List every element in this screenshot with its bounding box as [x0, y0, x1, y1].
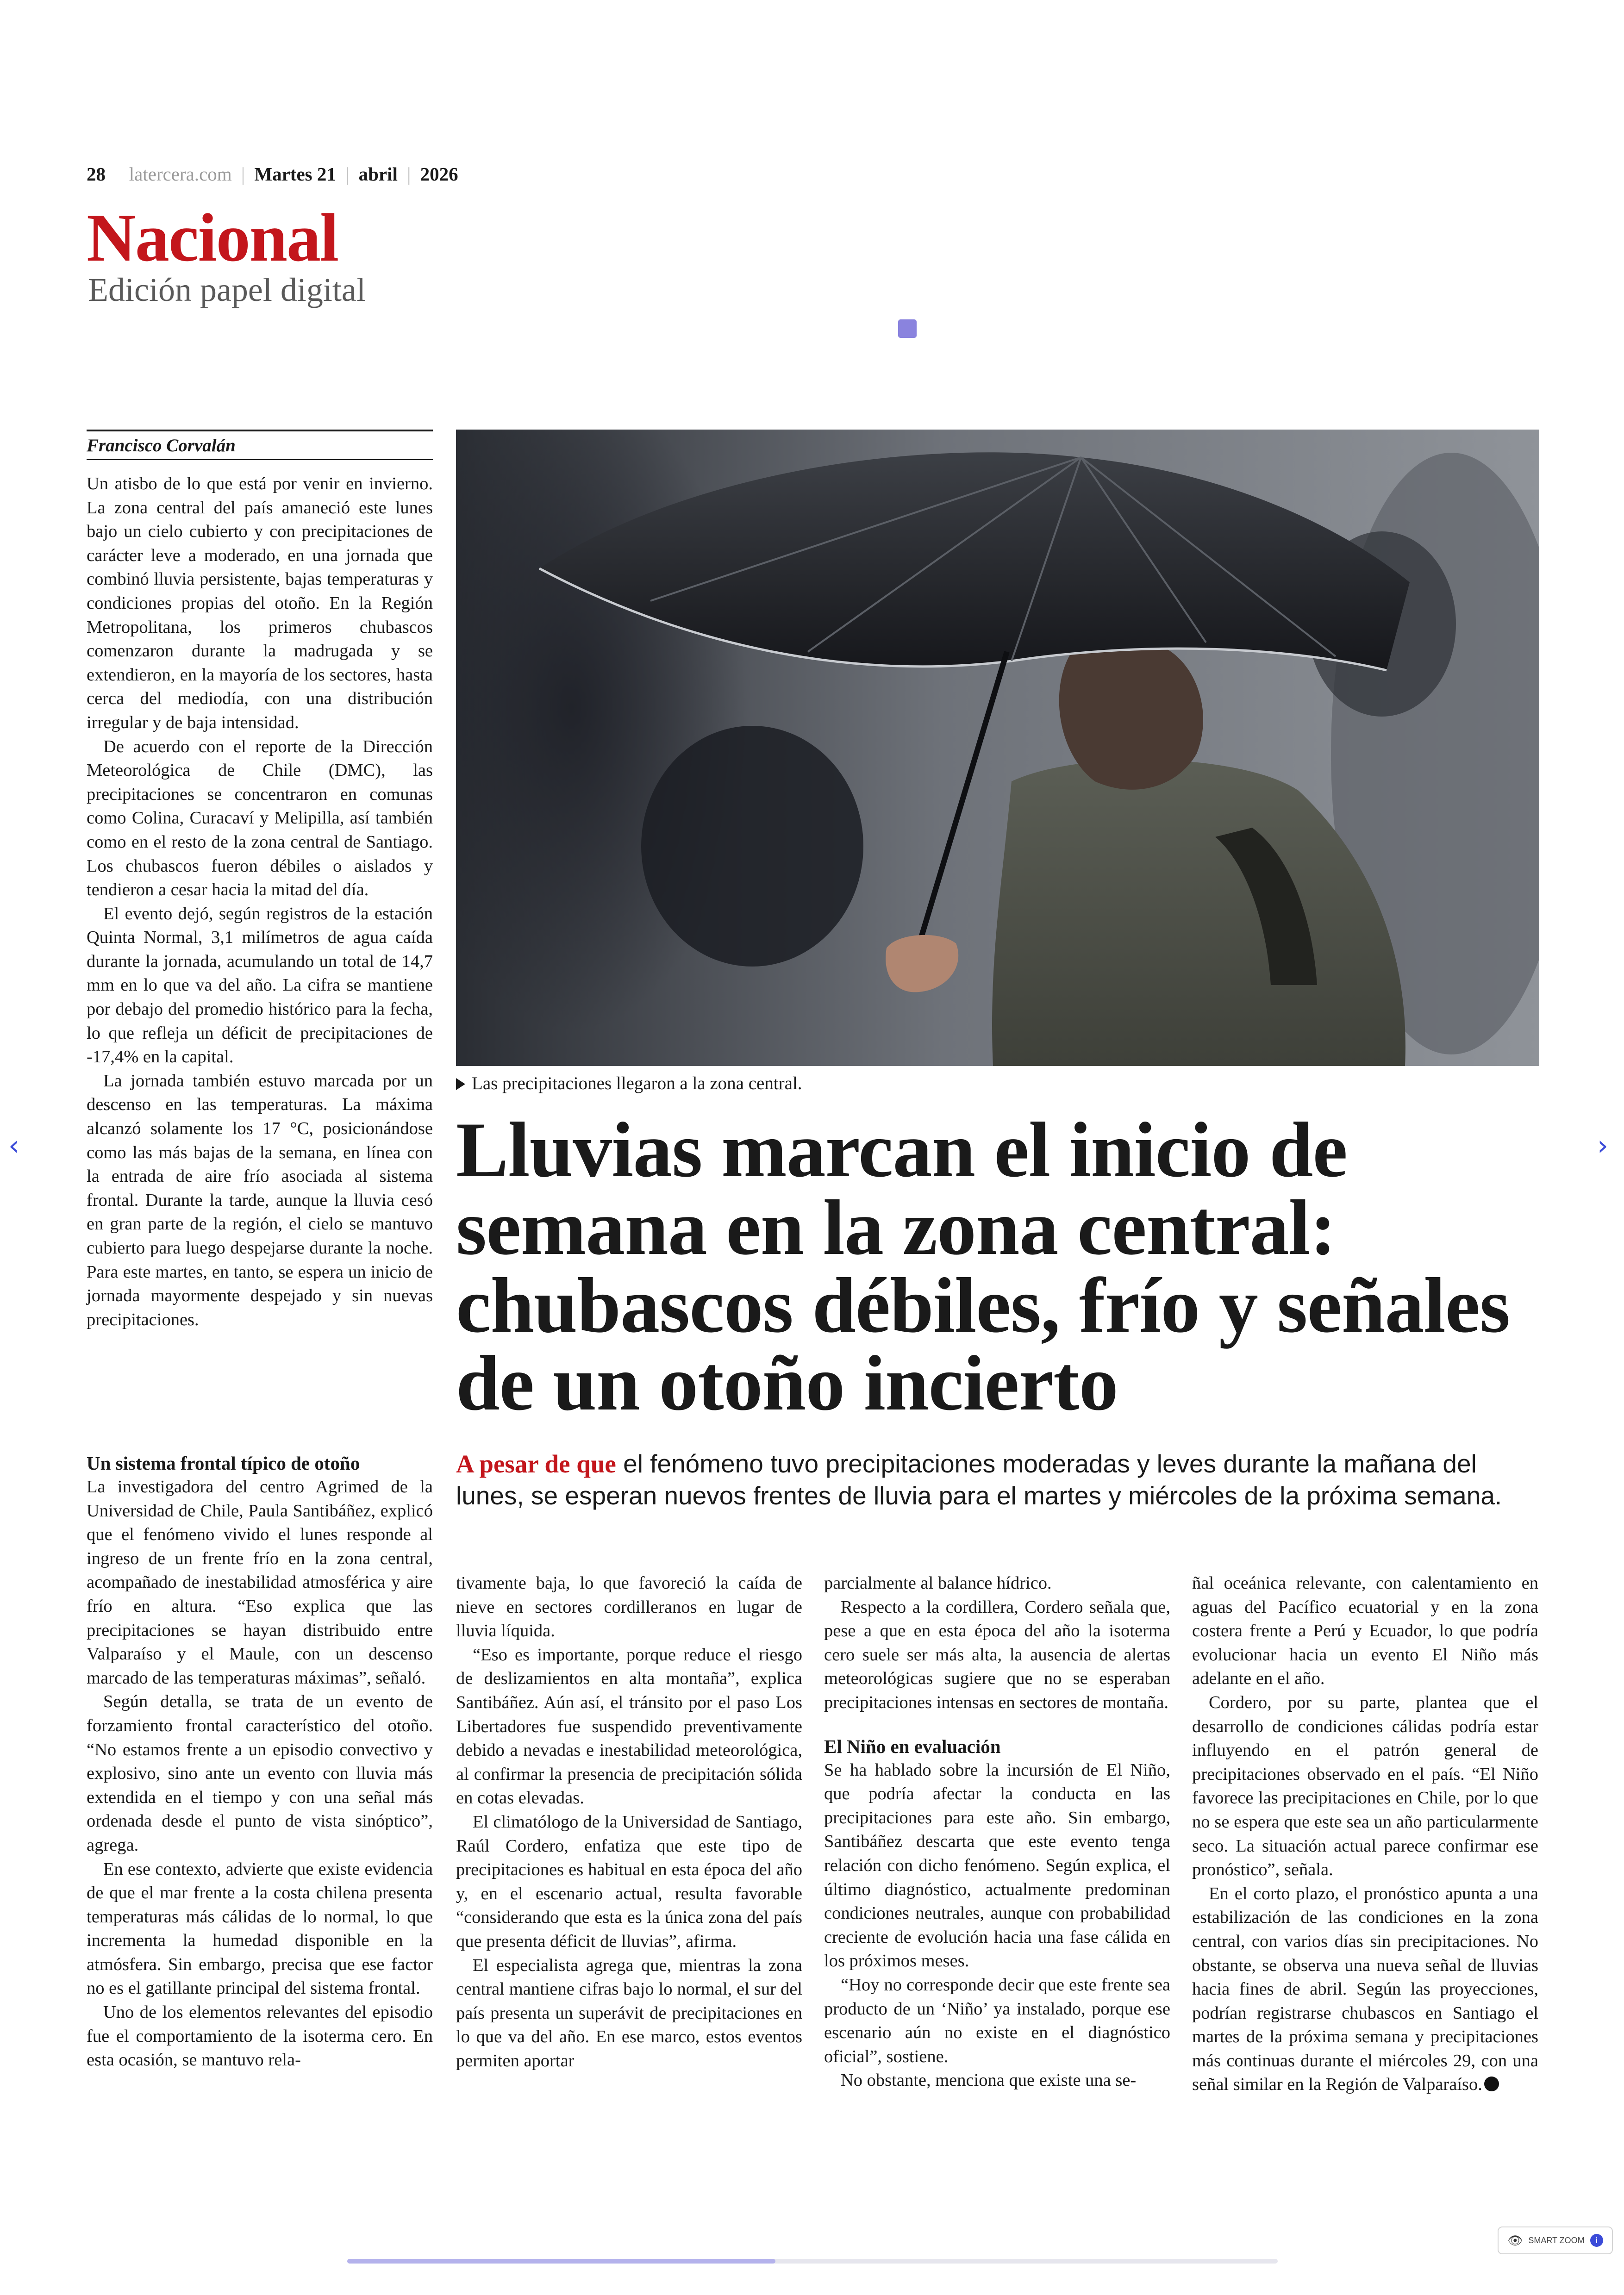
umbrella-photo-illustration — [456, 430, 1539, 1066]
caption-triangle-icon — [456, 1078, 465, 1090]
paragraph: La jornada también estuvo marcada por un descenso en las temperaturas. La máxima alcanzó solamente los 17 °C, posicionándose como las más bajas de la semana, en línea con la entrada de aire frío asociada al sistema frontal. Durante la tarde, aunque la lluvia cesó en gran parte de la región, el cielo se mantuvo cubierto para luego despejarse durante la noche. Para este martes, en tanto, se espera un inicio de jornada mayormente despejado y sin nuevas precipitaciones. — [87, 1071, 433, 1329]
article-column-1 — [87, 472, 433, 1332]
masthead-line: 28 latercera.com | Martes 21 | abril | 2026 — [87, 163, 458, 185]
chevron-left-icon[interactable]: ‹ — [8, 1129, 19, 1162]
section-title: Nacional — [87, 200, 338, 276]
paragraph: tivamente baja, lo que favoreció la caída de nieve en sectores cordilleranos en lugar de lluvia líquida. — [456, 1573, 802, 1641]
paragraph: De acuerdo con el reporte de la Dirección Meteorológica de Chile (DMC), las precipitaciones se concentraron en comunas como Colina, Curacaví y Melipilla, así también como en el resto de la zona central de Santiago. Los chubascos fueron débiles o aislados y tendieron a cesar hacia la mitad del día. — [87, 736, 433, 900]
page-marker-icon[interactable] — [898, 319, 917, 338]
chevron-right-icon[interactable]: › — [1597, 1129, 1608, 1162]
paragraph: En el corto plazo, el pronóstico apunta a una estabilización de las condiciones en la zona central, con varios días sin precipitaciones. No obstante, se observa una nueva señal de lluvias hacia fines de abril. Según las proyecciones, podrían registrarse chubascos en Santiago el martes de la próxima semana y precipitaciones más continuas durante el miércoles 29, con una señal similar en la Región de Valparaíso. — [1192, 1883, 1538, 2095]
article-column-1-lower — [87, 1451, 433, 2072]
photo-caption: Las precipitaciones llegaron a la zona central. — [456, 1073, 802, 1094]
month: abril — [358, 163, 398, 185]
page-progress-fill — [347, 2259, 775, 2264]
article-column-3 — [824, 1572, 1170, 2093]
paragraph: El evento dejó, según registros de la estación Quinta Normal, 3,1 milímetros de agua caída durante la jornada, acumulando un total de 14,7 mm en lo que va del año. La cifra se mantiene por debajo del promedio histórico para la fecha, lo que refleja un déficit de precipitaciones de -17,4% en la capital. — [87, 904, 433, 1067]
author-rule — [87, 430, 433, 431]
paragraph: Respecto a la cordillera, Cordero señala que, pese a que en esta época del año la isoterma cero suele ser más alta, la ausencia de alertas meteorológicas sugiere que no se esperaban precipitaciones intensas en sectores de montaña. — [824, 1597, 1170, 1712]
paragraph: La investigadora del centro Agrimed de la Universidad de Chile, Paula Santibáñez, explicó que el fenómeno vivido el lunes responde al ingreso de un frente frío en la zona central, acompañado de inestabilidad atmosférica y aire frío en altura. “Eso explica que las precipitaciones se hayan distribuido entre Valparaíso y el Maule, con un descenso marcado de las temperaturas máximas”, señaló. — [87, 1477, 433, 1688]
deck-lead: A pesar de que — [456, 1450, 616, 1478]
subheading: El Niño en evaluación — [824, 1735, 1001, 1757]
paragraph: El climatólogo de la Universidad de Santiago, Raúl Cordero, enfatiza que este tipo de precipitaciones es habitual en esta época del año y, en el escenario actual, resulta favorable “considerando que esta es la única zona del país que presenta déficit de lluvias”, afirma. — [456, 1812, 802, 1951]
weekday-date: Martes 21 — [254, 163, 336, 185]
smart-zoom-button[interactable] — [1498, 2226, 1613, 2254]
paragraph: parcialmente al balance hídrico. — [824, 1573, 1052, 1593]
page-number: 28 — [87, 163, 106, 185]
deck-text: el fenómeno tuvo precipitaciones moderadas y leves durante la mañana del lunes, se esperan nuevos frentes de lluvia para el martes y miércoles de la próxima semana. — [456, 1449, 1502, 1510]
site-name: latercera.com — [129, 163, 232, 185]
author-rule-bottom — [87, 459, 433, 460]
smart-zoom-label: SMART ZOOM — [1528, 2235, 1585, 2245]
paragraph: “Eso es importante, porque reduce el riesgo de deslizamientos en alta montaña”, explica Santibáñez. Aún así, el tránsito por el paso Los Libertadores fue suspendido preventivamente debido a nevadas e inestabilidad meteorológica, al confirmar la presencia de precipitación sólida en cotas elevadas. — [456, 1645, 802, 1808]
edition-subtitle: Edición papel digital — [88, 271, 366, 308]
paragraph: En ese contexto, advierte que existe evidencia de que el mar frente a la costa chilena presenta temperaturas más cálidas de lo normal, lo que incrementa la humedad disponible en la atmósfera. Sin embargo, precisa que ese factor no es el gatillante principal del sistema frontal. — [87, 1859, 433, 1998]
paragraph: “Hoy no corresponde decir que este frente sea producto de un ‘Niño’ ya instalado, porque ese escenario aún no existe en el diagnóstico oficial”, sostiene. — [824, 1975, 1170, 2066]
paragraph: El especialista agrega que, mientras la zona central mantiene cifras bajo lo normal, el sur del país presenta un superávit de precipitaciones en lo que va del año. En ese marco, estos eventos permiten aportar — [456, 1955, 802, 2070]
paragraph: Cordero, por su parte, plantea que el desarrollo de condiciones cálidas podría estar influyendo en el patrón general de precipitaciones observado en el país. “El Niño favorece las precipitaciones en Chile, por lo que no se espera que este sea un año particularmente seco. La situación actual parece confirmar ese pronóstico”, señala. — [1192, 1692, 1538, 1880]
article-column-2 — [456, 1572, 802, 2073]
article-column-4 — [1192, 1572, 1538, 2097]
article-deck — [456, 1448, 1542, 1511]
subheading: Un sistema frontal típico de otoño — [87, 1453, 360, 1474]
author-byline: Francisco Corvalán — [87, 436, 236, 455]
paragraph: Un atisbo de lo que está por venir en invierno. La zona central del país amaneció este lunes bajo un cielo cubierto y con precipitaciones de carácter leve a moderado, en una jornada que combinó lluvia persistente, bajas temperaturas y condiciones propias del otoño. En la Región Metropolitana, los primeros chubascos comenzaron durante la madrugada y se extendieron, en la mayoría de los sectores, hasta cerca del mediodía, con una distribución irregular y de baja intensidad. — [87, 474, 433, 732]
paragraph: No obstante, menciona que existe una se- — [841, 2070, 1137, 2090]
eye-icon: 👁 — [1507, 2233, 1523, 2247]
paragraph: Uno de los elementos relevantes del episodio fue el comportamiento de la isoterma cero. En esta ocasión, se mantuvo rela- — [87, 2002, 433, 2070]
paragraph: Según detalla, se trata de un evento de forzamiento frontal característico del otoño. “No estamos frente a un episodio convectivo y explosivo, sino ante un evento con lluvia más extendida en el tiempo y con una señal más ordenada desde el punto de vista sinóptico”, agrega. — [87, 1692, 433, 1855]
info-icon[interactable]: i — [1590, 2234, 1603, 2247]
article-photo — [456, 430, 1539, 1066]
end-mark-icon — [1484, 2077, 1499, 2091]
year: 2026 — [420, 163, 458, 185]
paragraph: ñal oceánica relevante, con calentamiento en aguas del Pacífico ecuatorial y en la zona costera frente a Perú y Ecuador, lo que podría evolucionar hacia un evento El Niño más adelante en el año. — [1192, 1573, 1538, 1689]
paragraph: Se ha hablado sobre la incursión de El Niño, que podría afectar la conducta en las precipitaciones para este año. Sin embargo, Santibáñez descarta que este evento tenga relación con dicho fenómeno. Según explica, el último diagnóstico, actualmente predominan condiciones neutrales, aunque con probabilidad creciente de evolución hacia una fase cálida en los próximos meses. — [824, 1760, 1170, 1971]
article-headline: Lluvias marcan el inicio de semana en la zona central: chubascos débiles, frío y señales de un otoño incierto — [456, 1106, 1510, 1427]
